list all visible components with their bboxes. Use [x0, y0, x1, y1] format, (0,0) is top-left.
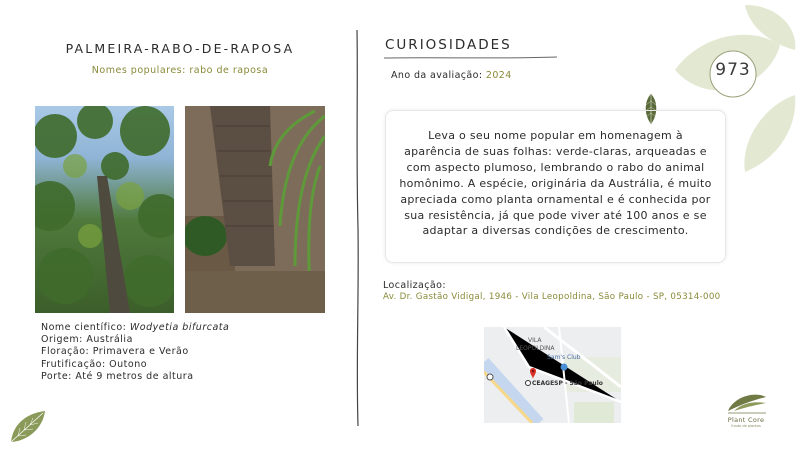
fact-flowering: Floração: Primavera e Verão	[41, 346, 189, 358]
curiosities-title: CURIOSIDADES	[385, 37, 512, 53]
map-area-label: LEOPOLDINA	[516, 345, 555, 352]
fact-fruiting: Frutificação: Outono	[41, 358, 148, 370]
plant-photo-trunk	[185, 106, 325, 313]
fact-origin: Origem: Austrália	[41, 334, 133, 346]
location-address[interactable]: Av. Dr. Gastão Vidigal, 1946 - Vila Leopoldina, São Paulo - SP, 05314-000	[383, 292, 721, 302]
year-label: Ano da avaliação:	[391, 70, 486, 81]
leaf-shape	[744, 95, 795, 172]
plant-name: PALMEIRA-RABO-DE-RAPOSA	[65, 41, 295, 56]
fact-scientific-name	[41, 322, 229, 334]
curiosity-text-box: Leva o seu nome popular em homenagem à aparência de suas folhas: verde-claras, arqueadas e com aspecto plumoso, lembrando o rabo do animal homônimo. A espécie, originária da Austrália, é muito apreciada como planta ornamental e é conhecida por sua resistência, já que pode viver até 100 anos e se adaptar a diversas condições de crescimento.	[385, 110, 726, 263]
leaf-icon	[8, 408, 48, 446]
evaluation-number: 973	[715, 60, 751, 80]
map-poi-label: CEAGESP - São Paulo	[532, 380, 603, 387]
brand-tagline: fundo de plantas	[731, 424, 761, 428]
map-poi-label: Sam's Club	[547, 354, 581, 361]
title-underline	[383, 55, 558, 61]
location-map[interactable]	[484, 327, 621, 423]
location-label: Localização:	[383, 280, 446, 291]
popular-names: Nomes populares: rabo de raposa	[91, 65, 269, 76]
brand-name: Plant Core	[727, 416, 765, 424]
fact-size: Porte: Até 9 metros de altura	[41, 370, 194, 382]
vertical-divider	[348, 28, 368, 428]
plant-core-logo	[726, 391, 768, 415]
fact-label: Nome científico:	[41, 322, 130, 333]
evaluation-year	[391, 70, 512, 81]
plant-photo-canopy	[35, 106, 174, 313]
year-value: 2024	[485, 70, 512, 81]
scientific-name-value: Wodyetia bifurcata	[129, 322, 230, 333]
plant-facts	[41, 322, 229, 383]
map-area-label: VILA	[528, 337, 542, 344]
